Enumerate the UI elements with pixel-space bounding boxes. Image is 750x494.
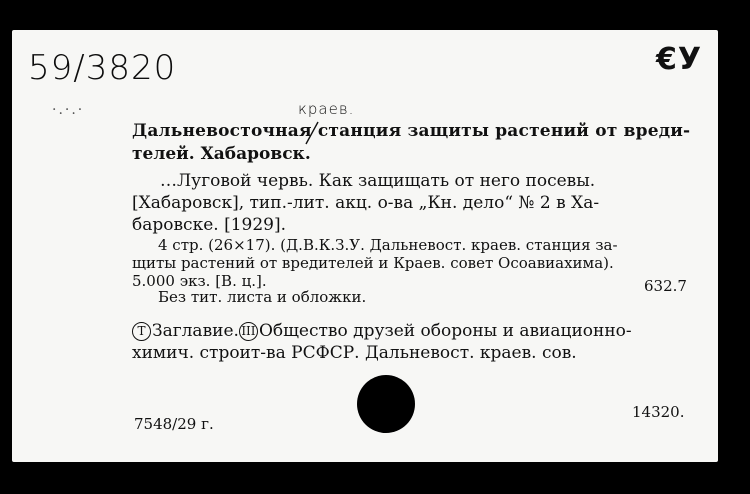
heading-line-2: телей. Хабаровск. (132, 144, 311, 164)
punch-hole (357, 375, 415, 433)
handwritten-insert: краев. (298, 100, 355, 118)
tracing-part-2: Общество друзей обороны и авиационно- (258, 321, 632, 341)
catalog-card (12, 30, 718, 462)
collation-line-2: щиты растений от вредителей и Краев. совет Осоавиахима). (132, 254, 614, 272)
tracing-line-1 (132, 320, 632, 342)
corner-mark: €У (655, 42, 702, 77)
title-line: …Луговой червь. Как защищать от него посевы. (160, 171, 596, 191)
tracing-marker-2: III (239, 322, 258, 341)
tracing-part-1: Заглавие. (152, 321, 239, 341)
tracing-line-2: химич. строит-ва РСФСР. Дальневост. краев. сов. (132, 343, 577, 363)
inventory-number: 14320. (632, 403, 685, 421)
edition-line: 5.000 экз. [В. ц.]. (132, 272, 267, 290)
note-line: Без тит. листа и обложки. (158, 288, 367, 306)
classification-number: 632.7 (644, 277, 687, 295)
tracing-marker-1: Т (132, 322, 151, 341)
heading-line-1: Дальневосточная станция защиты растений от вреди- (132, 121, 691, 141)
accession-number: 7548/29 г. (134, 415, 214, 433)
imprint-line-2: баровске. [1929]. (132, 215, 287, 235)
imprint-line-1: [Хабаровск], тип.-лит. акц. о-ва „Кн. дело“ № 2 в Ха- (132, 193, 600, 213)
ink-smudge: ·.·.· (52, 102, 85, 118)
collation-line-1: 4 стр. (26×17). (Д.В.К.З.У. Дальневост. краев. станция за- (158, 236, 618, 254)
call-number: 59/3820 (28, 48, 177, 88)
